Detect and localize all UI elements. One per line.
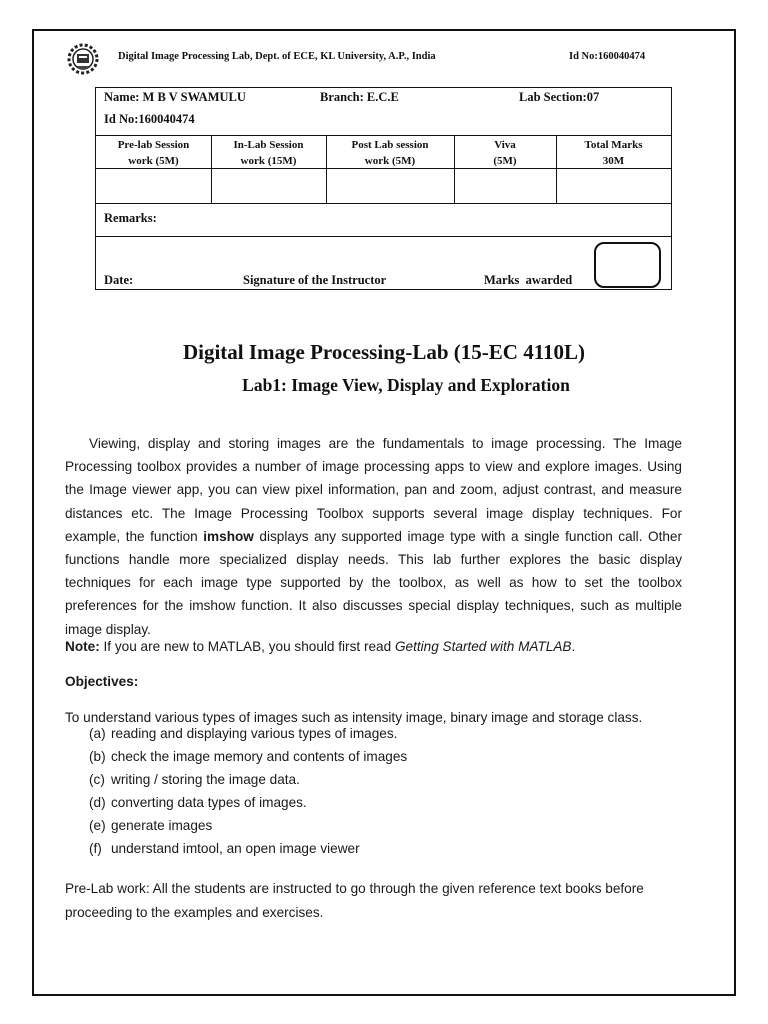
column-header-inlab: In-Lab Session work (15M): [233, 139, 304, 167]
table-divider: [96, 203, 671, 204]
remarks-label: Remarks:: [104, 211, 157, 225]
imshow-keyword: imshow: [203, 528, 254, 544]
evaluation-box: [95, 87, 672, 290]
lab-section: Lab Section:07: [519, 90, 600, 104]
table-divider: [96, 135, 671, 136]
column-header-viva: Viva (5M): [493, 139, 517, 167]
list-item: (d) converting data types of images.: [89, 795, 307, 810]
header-lab-name: Digital Image Processing Lab, Dept. of ECE, KL University, A.P., India: [118, 51, 436, 62]
header-id: Id No:160040474: [569, 51, 646, 62]
note-line: Note: If you are new to MATLAB, you should first read Getting Started with MATLAB.: [65, 639, 576, 654]
column-header-total: Total Marks 30M: [584, 139, 643, 167]
marks-awarded-label: Marks awarded: [484, 273, 573, 287]
objectives-heading: Objectives:: [65, 674, 139, 689]
document-title: Digital Image Processing-Lab (15-EC 4110L): [182, 340, 586, 364]
list-item: (a) reading and displaying various types of images.: [89, 726, 398, 741]
objectives-intro: To understand various types of images such as intensity image, binary image and storage class.: [65, 710, 643, 725]
student-id: Id No:160040474: [104, 112, 195, 126]
list-item: (b) check the image memory and contents of images: [89, 749, 408, 764]
intro-paragraph: Viewing, display and storing images are the fundamentals to image processing. The Image Processing toolbox provides a number of image processing apps to view and explore images. Using the Image viewer app, you can view pixel information, pan and zoom, adjust contrast, and measure distances etc. The Image Processing Toolbox supports several image display techniques. For example, the function imshow displays any supported image type with a single function call. Other functions handle more specialized display needs. This lab further explores the basic display techniques for each image type supported by the toolbox, as well as how to set the toolbox preferences for the imshow function. It also discusses special display techniques, such as multiple image display.: [65, 436, 683, 637]
table-divider: [96, 236, 671, 237]
column-header-prelab: Pre-lab Session work (5M): [117, 139, 190, 167]
list-item: (e) generate images: [89, 818, 213, 833]
student-branch: Branch: E.C.E: [320, 90, 399, 104]
student-name: Name: M B V SWAMULU: [104, 90, 246, 104]
list-item: (f) understand imtool, an open image viewer: [89, 841, 360, 856]
prelab-paragraph: Pre-Lab work: All the students are instructed to go through the given reference text books before proceeding to the examples and exercises.: [65, 881, 644, 920]
list-item: (c) writing / storing the image data.: [89, 772, 300, 787]
date-label: Date:: [104, 273, 134, 287]
university-logo-icon: [66, 42, 100, 76]
column-header-postlab: Post Lab session work (5M): [351, 139, 429, 167]
marks-awarded-box: [594, 242, 661, 288]
document-subtitle: Lab1: Image View, Display and Exploration: [242, 375, 570, 395]
signature-label: Signature of the Instructor: [243, 273, 387, 287]
